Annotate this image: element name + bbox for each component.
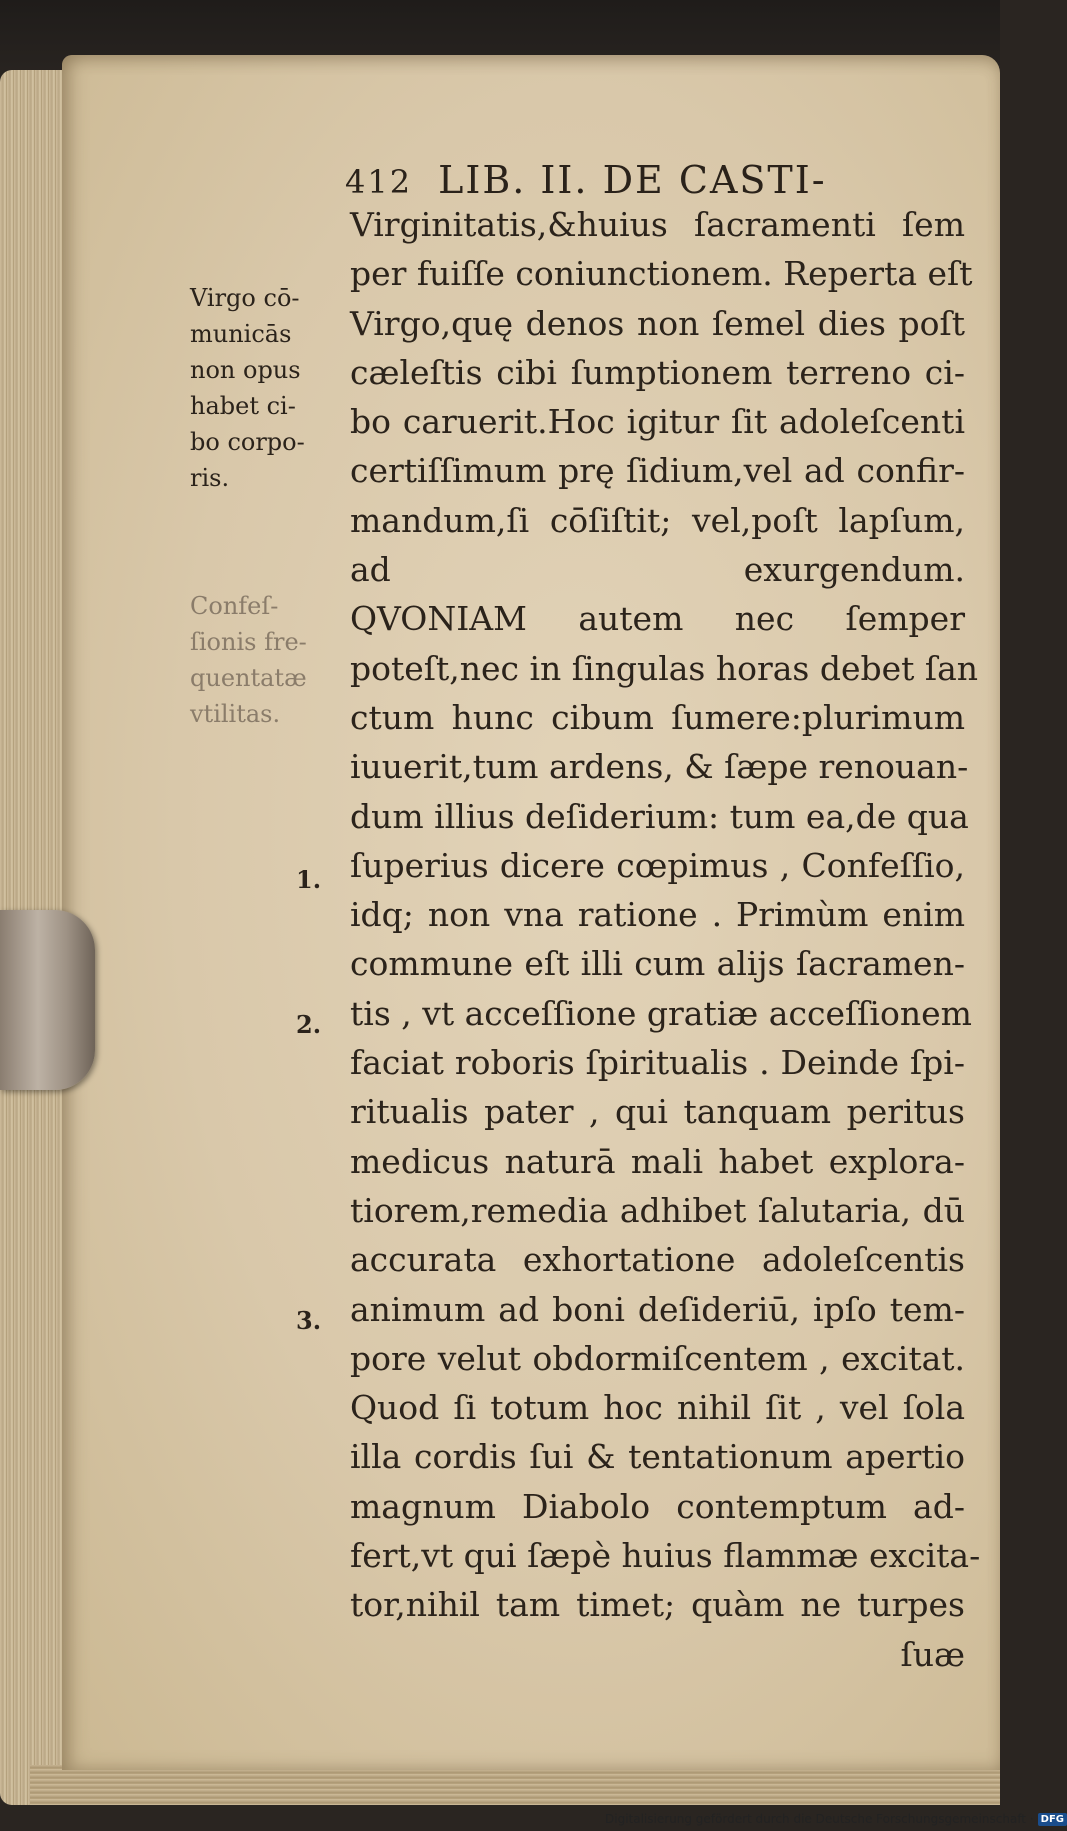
body-line: cæleſtis cibi ſumptionem terreno ci-	[350, 352, 965, 392]
body-line: fert,vt qui ſæpè huius flammæ excita-	[350, 1536, 981, 1576]
body-line: pore velut obdormiſcentem , excitat.	[350, 1338, 965, 1378]
body-line: ctum hunc cibum ſumere:plurimum	[350, 697, 965, 737]
body-line: Quod ſi totum hoc nihil ſit , vel ſola	[350, 1388, 965, 1428]
body-line: tiorem,remedia adhibet ſalutaria, dū	[350, 1190, 965, 1230]
margin-note-line: bo corpo-	[190, 428, 305, 456]
body-line: tor,nihil tam timet; quàm ne turpes	[350, 1585, 965, 1625]
body-line: magnum Diabolo contemptum ad-	[350, 1486, 965, 1526]
numeral-1: 1.	[296, 865, 322, 894]
dfg-logo: DFG	[1038, 1813, 1067, 1826]
footer-text: Digitalisierung gefördert durch die Deutsche Forschungsgemeinschaft ·	[605, 1812, 1034, 1826]
margin-note-line: quentatæ	[190, 664, 307, 692]
body-line: certiſſimum prę ſidium,vel ad confir-	[350, 451, 965, 491]
running-title: LIB. II. DE CASTI-	[438, 158, 827, 202]
body-line: QVONIAM autem nec ſemper	[350, 599, 965, 639]
body-line: faciat roboris ſpiritualis . Deinde ſpi-	[350, 1043, 965, 1083]
body-line: commune eſt illi cum alijs ſacramen-	[350, 944, 965, 984]
body-line: animum ad boni deſideriū, ipſo tem-	[350, 1289, 965, 1329]
margin-note-line: Virgo cō-	[190, 284, 300, 312]
body-line: iuuerit,tum ardens, & ſæpe renouan-	[350, 747, 969, 787]
page-clip	[0, 910, 95, 1090]
numeral-2: 2.	[296, 1010, 322, 1039]
margin-note-line: ſionis fre-	[190, 628, 307, 656]
margin-note-line: ris.	[190, 464, 230, 492]
body-line: ad exurgendum.	[350, 550, 965, 590]
body-line: Virgo,quę denos non ſemel dies poſt	[350, 303, 965, 343]
margin-note-line: vtilitas.	[190, 700, 281, 728]
body-line: mandum,ſi cōſiſtit; vel,poſt lapſum,	[350, 500, 965, 540]
body-line: per fuiſſe coniunctionem. Reperta eſt	[350, 254, 973, 294]
margin-note-line: municās	[190, 320, 292, 348]
body-text	[350, 200, 981, 1679]
page-number: 412	[345, 163, 413, 201]
body-line: Virginitatis,&huius ſacramenti ſem	[350, 205, 965, 244]
body-line: bo caruerit.Hoc igitur ſit adoleſcenti	[350, 402, 965, 442]
catchword: ſuæ	[900, 1634, 965, 1674]
margin-note-line: habet ci-	[190, 392, 296, 420]
margin-note-line: Confeſ-	[190, 592, 279, 620]
body-line: accurata exhortatione adoleſcentis	[350, 1240, 965, 1280]
margin-note-line: non opus	[190, 356, 301, 384]
book-bottom-edge	[30, 1765, 1000, 1805]
footer-credit	[605, 1809, 1064, 1829]
margin-note-virgo	[190, 280, 350, 496]
page-header	[345, 158, 965, 202]
body-line: dum illius deſiderium: tum ea,de qua	[350, 796, 969, 836]
body-line: illa cordis ſui & tentationum apertio	[350, 1437, 965, 1477]
body-line: ritualis pater , qui tanquam peritus	[350, 1092, 965, 1132]
body-line: poteſt,nec in ſingulas horas debet ſan	[350, 648, 979, 688]
body-line: idq; non vna ratione . Primùm enim	[350, 895, 965, 935]
margin-note-confessio	[190, 588, 350, 732]
body-line: medicus naturā mali habet explora-	[350, 1141, 965, 1181]
body-line: ſuperius dicere cœpimus , Confeſſio,	[350, 845, 965, 885]
numeral-3: 3.	[296, 1306, 322, 1335]
body-line: tis , vt acceſſione gratiæ acceſſionem	[350, 993, 972, 1033]
